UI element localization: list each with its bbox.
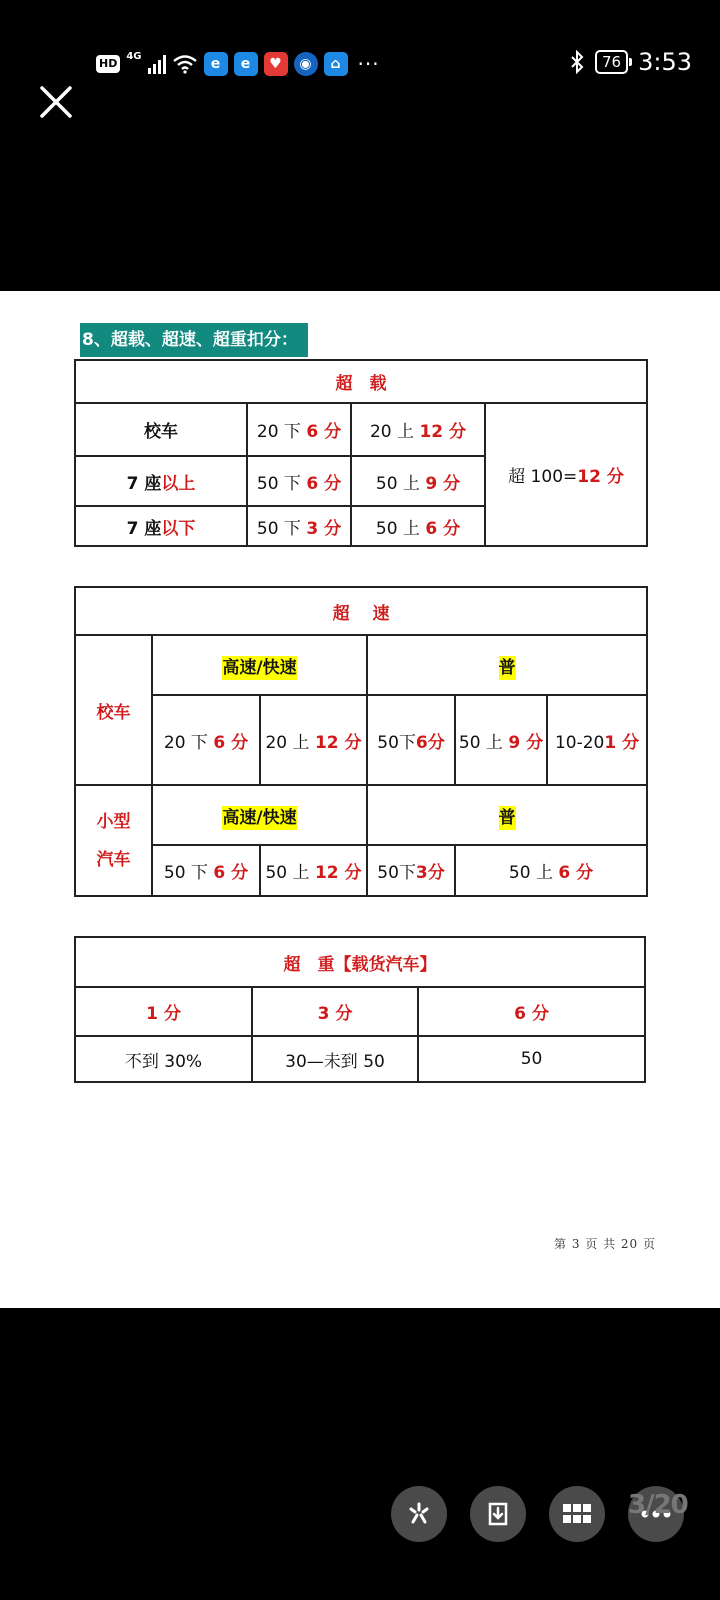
- overload-row-label: 校车: [75, 403, 247, 456]
- overload-cell: 50 上 6 分: [351, 506, 485, 546]
- speeding-cell: 20 下 6 分: [152, 695, 260, 785]
- overload-cell: 20 下 6 分: [247, 403, 351, 456]
- small-car-label: 小型 汽车: [75, 785, 152, 896]
- speeding-cell: 50下6分: [367, 695, 455, 785]
- close-icon[interactable]: [36, 82, 76, 122]
- download-button[interactable]: [470, 1486, 526, 1542]
- signal-icon: [148, 54, 166, 74]
- overweight-header: 6 分: [418, 987, 645, 1036]
- overweight-value: 30—未到 50: [252, 1036, 418, 1082]
- speeding-cell: 50 上 9 分: [455, 695, 547, 785]
- status-left: [96, 50, 380, 78]
- highway-header: 高速/快速: [152, 785, 367, 845]
- overload-cell: 50 下 3 分: [247, 506, 351, 546]
- speeding-cell: 50 上 6 分: [455, 845, 647, 896]
- bluetooth-icon: [569, 50, 585, 74]
- overweight-value: 不到 30%: [75, 1036, 252, 1082]
- overload-row-label: 7 座以上: [75, 456, 247, 506]
- status-right: [569, 48, 692, 76]
- share-icon: [405, 1500, 433, 1528]
- document-page: [0, 291, 720, 1308]
- battery-indicator: 76: [595, 50, 628, 74]
- hd-badge: HD: [96, 55, 120, 73]
- overload-extra: 超 100=12 分: [485, 403, 647, 546]
- overweight-header: 1 分: [75, 987, 252, 1036]
- section-heading: 8、超载、超速、超重扣分：: [80, 323, 308, 357]
- heart-app-icon: ♥: [264, 52, 288, 76]
- overweight-value: 50: [418, 1036, 645, 1082]
- more-notifications-icon: ···: [357, 52, 380, 76]
- overload-row-label: 7 座以下: [75, 506, 247, 546]
- overload-table: [74, 359, 648, 547]
- overweight-header: 3 分: [252, 987, 418, 1036]
- house-app-icon: ⌂: [324, 52, 348, 76]
- grid-icon: [562, 1503, 592, 1525]
- speeding-cell: 50 上 12 分: [260, 845, 367, 896]
- bulb-app-icon: ◉: [294, 52, 318, 76]
- app-e-icon: e: [204, 52, 228, 76]
- overload-cell: 50 上 9 分: [351, 456, 485, 506]
- ordinary-header: 普: [367, 635, 647, 695]
- school-bus-label: 校车: [75, 635, 152, 785]
- network-type: 4G: [126, 51, 142, 62]
- wifi-icon: [172, 54, 198, 74]
- page-footer: 第 3 页 共 20 页: [554, 1237, 656, 1251]
- status-bar: [0, 0, 720, 130]
- highway-header: 高速/快速: [152, 635, 367, 695]
- speeding-cell: 10-201 分: [547, 695, 647, 785]
- speeding-cell: 50 下 6 分: [152, 845, 260, 896]
- speeding-table: [74, 586, 648, 897]
- page-counter: 3/20: [628, 1490, 688, 1520]
- clock: 3:53: [638, 48, 692, 76]
- speeding-title: 超 速: [75, 587, 647, 635]
- overload-cell: 20 上 12 分: [351, 403, 485, 456]
- grid-view-button[interactable]: [549, 1486, 605, 1542]
- app-e2-icon: e: [234, 52, 258, 76]
- overload-cell: 50 下 6 分: [247, 456, 351, 506]
- overweight-table: [74, 936, 646, 1083]
- share-button[interactable]: [391, 1486, 447, 1542]
- download-icon: [484, 1500, 512, 1528]
- speeding-cell: 20 上 12 分: [260, 695, 367, 785]
- ordinary-header: 普: [367, 785, 647, 845]
- overload-title: 超 载: [75, 360, 647, 403]
- bottom-toolbar: [0, 1308, 720, 1600]
- overweight-title: 超 重【载货汽车】: [75, 937, 645, 987]
- speeding-cell: 50下3分: [367, 845, 455, 896]
